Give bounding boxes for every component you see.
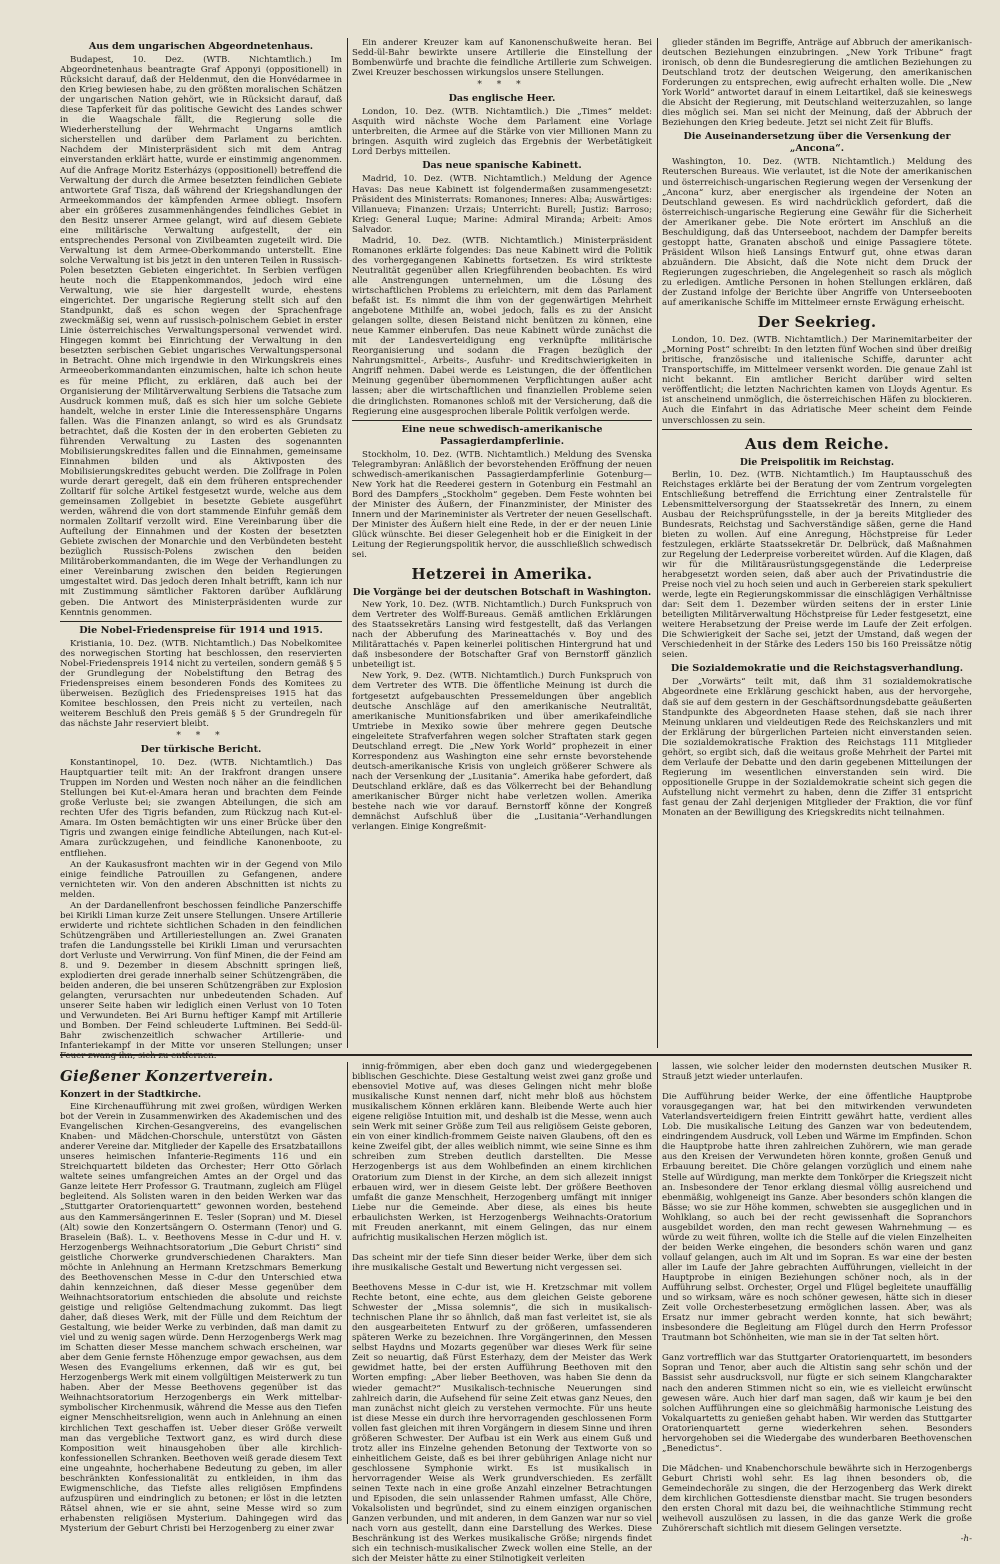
article-social-democracy: Der „Vorwärts“ teilt mit, daß ihm 31 sozialdemokratische Abgeordnete eine Erklärung geschickt haben, aus der hervorgehe, daß sie auf dem gestern in der Geschäftsordnungsdebatte geäußerten Standpunkte des Abgeordneten Haase stehen, daß sie nach ihrer Meinung unklaren und vieldeutigen Rede des Reichskanzlers und mit der Erklärung der bürgerlichen Parteien nicht einverstanden seien. Die sozialdemokratische Fraktion des Reichstags 111 Mitglieder gehört, so ergibt sich, daß die weitaus große Mehrheit der Partei mit dem Verlaufe der Debatte und den darin gegebenen Mitteilungen der Regierung im wesentlichen einverstanden sein wird. Die oppositionelle Gruppe in der Sozialdemokratie scheint sich gegen die Aufstellung nicht vermehrt zu haben, denn die Ziffer 31 entspricht fast genau der Zahl derjenigen Mitglieder der Fraktion, die vor fünf Monaten an der Bewilligung des Kriegskredits nicht teilnahmen. [662, 677, 972, 819]
asterism-divider: * * * [176, 731, 226, 742]
article-washington-1: New York, 10. Dez. (WTB. Nichtamtlich.) Durch Funkspruch von dem Vertreter des Wolff-Bureaus. Gemäß amtlichen Erklärungen des Staatssekretärs Lansing wird festgestellt, daß das Verlangen nach der Abberufung des Marineattachés v. Boy und des Militärattachés v. Papen keinerlei politischen Hintergrund hat und daß insbesondere der Botschafter Graf von Bernstorff gänzlich unbeteiligt ist. [352, 600, 652, 671]
author-signature: -h- [960, 1534, 972, 1545]
article-spanish-cabinet-2: Madrid, 10. Dez. (WTB. Nichtamtlich.) Ministerpräsident Romanones erklärte folgendes: Das neue Kabinett wird die Politik des vorhergegangenen Kabinetts fortsetzen. Es wird strikteste Neutralität gegenüber allen Kriegführenden beobachten. Es wird alle Anstrengungen unternehmen, um die Lösung des wirtschaftlichen Problems zu erleichtern, mit dem das Parlament befaßt ist. Es nimmt die ihm von der gegenwärtigen Mehrheit angebotene Mithilfe an, wobei jedoch, falls es zu der Ansicht gelangen sollte, diesen Beistand nicht benützen zu können, eine neue Kammer einberufen. Das neue Kabinett würde zunächst die mit der Landesverteidigung eng verknüpfte militärische Reorganisierung und sodann die Fragen bezüglich der Nahrungsmittel-, Arbeits-, Ausfuhr- und Kreditschwierigkeiten in Angriff nehmen. Dabei werde es Leistungen, die der öffentlichen Meinung gegenüber übernommenen Verpflichtungen außer acht lassen; aber die wirtschaftlichen und finanziellen Probleme seien die dringlichsten. Romanones schloß mit der Versicherung, daß die Regierung eine ausgesprochen liberale Politik verfolgen werde. [352, 235, 652, 417]
asterism-divider: * * * [477, 80, 527, 91]
article-ancona: Washington, 10. Dez. (WTB. Nichtamtlich.) Meldung des Reuterschen Bureaus. Wie verlautet, ist die Note der amerikanischen und österreichisch-ungarischen Regierung wegen der Versenkung der „Ancona“ kurz, aber energischer als irgendeine der Noten an Deutschland gewesen. Es wird nachdrücklich gefordert, daß die österreichisch-ungarische Regierung eine Gewähr für die Sicherheit der Amerikaner gebe. Die Note erörtert im Anschluß an die Beschuldigung, daß das Unterseeboot, nachdem der Dampfer bereits gestoppt hatte, Granaten abschoß und einige Passagiere tötete. Präsident Wilson hieß Lansings Entwurf gut, ohne etwas daran abzuändern. Die Absicht, daß die Note nicht dem Druck der Regierungen zugeschrieben, die Angelegenheit so rasch als möglich zu erledigen. Amtliche Personen in hohen Stellungen erklären, daß der Zustand infolge der Berichte über Angriffe von Unterseebooten auf amerikanische Schiffe im Mittelmeer ernste Erwägung erheischt. [662, 157, 972, 309]
column-3 [662, 38, 972, 1048]
headline-concert-society: Gießener Konzertverein. [60, 1067, 274, 1085]
headline-ancona: Die Auseinandersetzung über die Versenkung der „Ancona“. [683, 131, 951, 155]
column-2 [352, 38, 652, 1048]
headline-naval-war: Der Seekrieg. [757, 313, 877, 332]
article-hungarian-parliament: Budapest, 10. Dez. (WTB. Nichtamtlich.) Im Abgeordnetenhaus beantragte Graf Apponyi (oppositionell) in Rücksicht darauf, daß der Heldenmut, den die Honvédarmee in den Krieg bewiesen habe, zu den größten moralischen Schätzen der ungarischen Nation gehört, wie in Rücksicht darauf, daß diese Tapferkeit für das politische Gewicht des Landes schwer in die Waagschale fällt, die Regierung solle die Wiederherstellung der Wehrmacht Ungarns amtlich sicherstellen und darüber dem Parlament zu berichten. Nachdem der Ministerpräsident sich mit dem Antrag einverstanden erklärt hatte, wurde er einstimmig angenommen. Auf die Anfrage Moritz Esterházys (oppositionell) betreffend die Verwaltung der durch die Armee besetzten feindlichen Gebiete antwortete Graf Tisza, daß während der Kriegshandlungen der Armeekommandos der kämpfenden Armee obliegt. Insofern aber ein größeres zusammenhängendes feindliches Gebiet in den Besitz unserer Armee gelangt, wird auf diesem Gebiete eine militärische Verwaltung aufgestellt, der ein entsprechendes Personal von Zivilbeamten zugeteilt wird. Die Verwaltung ist dem Armee-Oberkommando unterstellt. Eine solche Verwaltung ist bis jetzt in den unteren Teilen in Russisch-Polen besetzten Gebieten eingerichtet. In Serbien verfügen heute noch die Etappenkommandos, jedoch wird eine Verwaltung, wie sie hier dargestellt wurde, ehestens eingerichtet. Der ungarische Regierung stellt sich auf den Standpunkt, daß es schon wegen der Sprachenfrage zweckmäßig sei, wenn auf russisch-polnischem Gebiet in erster Linie österreichisches Verwaltungspersonal verwendet wird. Hingegen kommt bei Einrichtung der Verwaltung in den besetzten serbischen Gebiet ungarisches Verwaltungspersonal in Betracht. Ohne mich irgendwie in den Wirkungskreis eines Armeeoberkommandanten einzumischen, halte ich schon heute es für meine Pflicht, zu erklären, daß auch bei der Organisierung der Militärverwaltung Serbiens die Tatsache zum Ausdruck kommen muß, daß es sich hier um solche Gebiete handelt, welche in erster Linie die Interessensphäre Ungarns fallen. Was die Finanzen anlangt, so wird es als Grundsatz betrachtet, daß die Kosten der in den eroberten Gebieten zu führenden Verwaltung zu Lasten des sogenannten Mobilisierungskredites fallen und die Einnahmen, gemeinsame Einnahmen bilden und als Aktivposten des Mobilisierungskredites gebucht werden. Die Zollfrage in Polen wurde derart geregelt, daß ein dem früheren entsprechender Zolltarif für solche Artikel festgesetzt wurde, welche aus dem gemeinsamen Zollgebiet in besetzte Gebiete ausgeführt werden, während die von dort stammende Einfuhr gemäß dem normalen Zolltarif verzollt wird. Eine Vereinbarung über die Aufteilung der Einnahmen und der Kosten der besetzten Gebiete zwischen der Monarchie und den Verbündeten besteht bezüglich Russisch-Polens zwischen den beiden Militäroberkommandanten, die im Wege der Verhandlungen zu einer Vereinbarung zwischen den beiden Regierungen umgestaltet wird. Das jedoch deren Inhalt betrifft, kann ich nur mit Zustimmung sämtlicher Faktoren darüber Aufklärung geben. Die Antwort des Ministerpräsidenten wurde zur Kenntnis genommen. [60, 55, 342, 618]
review-part-1: Eine Kirchenaufführung mit zwei großen, würdigen Werken bot der Verein in Zusammenwirken des Akademischen und des Evangelischen Kirchen-Gesangvereins, des evangelischen Knaben- und Mädchen-Chorschule, unterstützt von Gästen anderer Vereine dar. Mitglieder der Kapelle des Ersatzbataillons unseres heimischen Infanterie-Regiments 116 und ein Streichquartett bildeten das Orchester; Herr Otto Görlach waltete seines umfangreichen Amtes an der Orgel und das Ganze leitete Herr Professor G. Trautmann, zugleich am Flügel begleitend. Als Solisten waren in den beiden Werken war das „Stuttgarter Oratorienquartett“ gewonnen worden, bestehend aus den Kammersängerinnen E. Tesler (Sopran) und M. Diesel (Alt) sowie den Konzertsängern O. Ostermann (Tenor) und G. Braselein (Baß). L. v. Beethovens Messe in C-dur und H. v. Herzogenbergs Weihnachtsoratorium „Die Geburt Christi“ sind geistliche Chorwerke grundverschiedenen Charakters. Man möchte in Anlehnung an Hermann Kretzschmars Bemerkung des Beethovenschen Messe in C-dur den Unterschied etwa dahin kennzeichnen, daß dieser Messe gegenüber dem Weihnachtsoratorium entschieden die absolute und reichste geistige und religiöse Geltendmachung zukommt. Das liegt daher, daß dieses Werk, mit der Fülle und dem Reichtum der Gestaltung, wie beider Werke zu verbinden, daß man damit zu viel und zu wenig sagen würde. Denn Herzogenbergs Werk mag im Schatten dieser Messe manchem schwach erscheinen, war aber dem Genie fernste Höhenzuge empor gewachsen, aus dem Wesen des Evangeliums erkennen, daß wir es gut, bei Herzogenbergs Werk mit einem vollgültigen Meisterwerk zu tun haben. Aber der Messe Beethovens gegenüber ist das Weihnachtsoratorium Herzogenbergs ein Werk mittelbar-symbolischer Kirchenmusik, während die Messe aus den Tiefen eigner Menschheitsreligion, wenn auch in Anlehnung an einen kirchlichen Text geschaffen ist. Ueber dieser Größe verweilt man das vergebliche Textwort ganz, es wird durch diese Komposition weit hinausgehoben über alle kirchlich-konfessionellen Schranken. Beethoven weiß gerade diesem Text eine ungeahnte, hocherhabene Bedeutung zu geben, im aller beschränkten Konfessionalität zu entkleiden, in ihm das Ewigmenschliche, das Tiefste alles religiösen Empfindens aufzuspüren und eindringlich zu betonen; er löst in die letzten Rätsel ahnen, wie er sie ahnt, seine Messe wird so zum erhabensten religiösen Mysterium. Dahingegen wird das Mysterium der Geburt Christi bei Herzogenberg zu einer zwar [60, 1102, 342, 1534]
column-1 [60, 38, 342, 1062]
article-spanish-cabinet: Madrid, 10. Dez. (WTB. Nichtamtlich.) Meldung der Agence Havas: Das neue Kabinett ist folgendermaßen zusammengesetzt: Präsident des Ministerrats: Romanones; Inneres: Alba; Auswärtiges: Villanueva; Finanzen: Urzais; Unterricht: Burell; Justiz: Barroso; Krieg: General Luque; Marine: Admiral Miranda; Arbeit: Amos Salvador. [352, 174, 652, 235]
article-english-army: London, 10. Dez. (WTB. Nichtamtlich.) Die „Times“ meldet: Asquith wird nächste Woche dem Parlament eine Vorlage unterbreiten, die Armee auf die Stärke von vier Millionen Mann zu bringen. Asquith wird zugleich das Ergebnis der Werbetätigkeit Lord Derbys mitteilen. [352, 107, 652, 158]
headline-reich: Aus dem Reiche. [744, 434, 890, 453]
column-rule [347, 1062, 348, 1524]
subheadline-price-policy: Die Preispolitik im Reichstag. [739, 456, 895, 468]
article-caucasus-front: An der Kaukasusfront machten wir in der Gegend von Milo einige feindliche Patrouillen zu Gefangenen, andere vernichteten wir. Von den anderen Abschnitten ist nichts zu melden. [60, 859, 342, 900]
article-price-policy: Berlin, 10. Dez. (WTB. Nichtamtlich.) Im Hauptausschuß des Reichstages erklärte bei der Beratung der vom Zentrum vorgelegten Entschließung betreffend die Errichtung einer Zentralstelle für Lebensmittelversorgung der Staatssekretär des Innern, zu einem Ausbau der Reichsprüfungsstelle, in der ja bereits Mitglieder des Bundesrats, Reichstag und Sachverständige säßen, gerne die Hand bieten zu wollen. Auf eine Anregung, Höchstpreise für Leder festzulegen, erklärte Staatssekretär Dr. Delbrück, daß Maßnahmen zur Regelung der Lederpreise vorbereitet würden. Auf die Klagen, daß wir für die Militärausrüstungsgegenstände die Lederpreise herabgesetzt worden seien, daß aber auch der Privatindustrie die Preise noch viel zu hoch seien und auch in Gerbereien stark spekuliert werde, legte ein Regierungskommissar die einschlägigen Verhältnisse dar: Seit dem 1. Dezember würden seitens der in erster Linie beteiligten Militärverwaltung Höchstpreise für Leder festgesetzt, eine weitere Herabsetzung der Preise werde im Laufe der Zeit erfolgen. Die Schwierigkeit der Sache sei, jetzt der Umstand, daß wegen der Verschiedenheit in der Stärke des Leders 150 bis 160 Preissätze nötig seien. [662, 469, 972, 661]
headline-turkish-report: Der türkische Bericht. [140, 744, 262, 756]
subheadline-washington: Die Vorgänge bei der deutschen Botschaft in Washington. [352, 587, 652, 599]
review-part-3: lassen, wie solcher leider den modernsten deutschen Musiker R. Strauß jetzt wieder unterlaufen. Die Aufführung beider Werke, der eine öffentliche Hauptprobe vorausgegangen war, hat bei den mitwirkenden verwundeten Vaterlandsverteidigern freien Eintritt gewährt hatte, verdient alles Lob. Die musikalische Leitung des Ganzen war von bedeutendem, eindringendem Ausdruck, voll Leben und Wärme im Empfinden. Schon die Hauptprobe hatte ihren zahlreichen Zuhörern, wie man gerade aus den Kreisen der Verwundeten hören konnte, großen Genuß und Erbauung bereitet. Die Chöre gelangen vorzüglich und einem nahe Stelle auf Würdigung, man merkte dem Tonkörper die Kriegszeit nicht an. Insbesondere der Tenor erklang diesmal völlig ausreichend und ebenmäßig, wohlgeneigt ins Ganze. Aber besonders schön klangen die Bässe; wo sie zur Höhe kommen, schwebten sie ausgeglichen und in Wohlklang, so auch bei der recht gewissenhaft die Sopranchors ausgebildet worden, den man recht gewesen Wahrnehmung — es würde zu weit führen, wollte ich die Stelle auf die vielen Einzelheiten der beiden Werke eingehen, die besonders schön waren und ganz vollauf gelangen, auch im Alt und im Sopran. Es war eine der besten aller im Laufe der Jahre gebrachten Aufführungen, vielleicht in der Hauptprobe in einigen Beziehungen schöner noch, als in der Aufführung selbst. Orchester, Orgel und Flügel begleitete unauffällig und so wirksam, wäre es noch schöner gewesen, hätte sich in dieser Zeit volle Orchesterbesetzung ermöglichen lassen. Aber, was als Ersatz nur immer gebracht werden konnte, hat sich bewährt; insbesondere die Begleitung am Flügel durch den Herrn Professor Trautmann bot Schönheiten, wie man sie in der Tat selten hört. Ganz vortrefflich war das Stuttgarter Oratorienquartett, im besonders Sopran und Tenor, aber auch die Altistin sang sehr schön und der Bassist sehr ausdrucksvoll, nur fügte er sich seinem Klangcharakter nach den anderen Stimmen nicht so ein, wie es vielleicht erwünscht gewesen wäre. Auch hier darf man sagen, daß wir kaum je bei den solchen Aufführungen eine so gleichmäßig harmonische Leistung des Vokalquartetts zu genießen gehabt haben. Wir werden das Stuttgarter Oratorienquartett gerne wiederkehren sehen. Besonders hervorgehoben sei die Wiedergabe des wunderbaren Beethovenschen „Benedictus“. Die Mädchen- und Knabenchorschule bewährte sich in Herzogenbergs Geburt Christi wohl sehr. Es lag ihnen besonders ob, die Gemeindechoräle zu singen, die der Herzogenberg das Werk direkt dem kirchlichen Gottesdienste dienstbar macht. Sie trugen besonders den ersten Choral mit dazu bei, die weihnachtliche Stimmung recht weihevoll auszulösen zu lassen, in die das ganze Werk die große Zuhörerschaft sichtlich mit diesem Gelingen versetzte. [662, 1062, 972, 1535]
article-turkish-report: Konstantinopel, 10. Dez. (WTB. Nichtamtlich.) Das Hauptquartier teilt mit: An der Irakfront drangen unsere Truppen im Norden und Westen noch näher an die feindlichen Stellungen bei Kut-el-Amara heran und brachten dem Feinde große Verluste bei; sie zwangen Abteilungen, die sich am rechten Ufer des Tigris befanden, zum Rückzug nach Kut-el-Amara. Im Osten bemächtigten wir uns einer Brücke über den Tigris und zwangen einige feindliche Abteilungen, nach Kut-el-Amara zurückzugehen, und feindliche Kanonenboote, zu entfliehen. [60, 758, 342, 859]
article-continuation: Ein anderer Kreuzer kam auf Kanonenschußweite heran. Bei Sedd-ül-Bahr bewirkte unsere Artillerie die Einstellung der Bombenwürfe und brachte die feindliche Artillerie zum Schweigen. Zwei Kreuzer beschossen wirkungslos unsere Stellungen. [352, 38, 652, 79]
column-rule [347, 38, 348, 1048]
article-swedish-line: Stockholm, 10. Dez. (WTB. Nichtamtlich.) Meldung des Svenska Telegrambyran: Anläßlich der bevorstehenden Eröffnung der neuen schwedisch-amerikanischen Passagierdampferlinie Gotenburg—New York hat die Reederei gestern in Gotenburg ein Festmahl an Bord des Dampfers „Stockholm“ gegeben. Dem Feste wohnten bei der Minister des Äußern, der Finanzminister, der Minister des Innern und der Marineminister als Vertreter der neuen Gesellschaft. Der Minister des Äußern hielt eine Rede, in der er der neuen Linie Glück wünschte. Bei dieser Gelegenheit hob er die Einigkeit in der Leitung der Regierungspolitik hervor, die ausschließlich schwedisch sei. [352, 449, 652, 561]
headline-nobel-prizes: Die Nobel-Friedenspreise für 1914 und 1915. [79, 624, 323, 636]
article-nobel-prizes: Kristiania, 10. Dez. (WTB. Nichtamtlich.) Das Nobelkomitee des norwegischen Storting hat beschlossen, den reservierten Nobel-Friedenspreis 1914 nicht zu verteilen, sondern gemäß § 5 der Grundlegung der Nobelstiftung den Betrag des Friedenspreises einem besonderen Fonds des Komitees zu überweisen. Bezüglich des Friedenspreises 1915 hat das Komitee beschlossen, den Preis nicht zu verteilen, nach weiterem Beschluß den Preis gemäß § 5 der Grundregeln für das nächste Jahr reserviert bleibt. [60, 638, 342, 729]
review-part-2: innig-frömmigen, aber eben doch ganz und wiedergegebenen biblischen Geschichte. Diese Gestaltung weist zwei ganz große und ebensoviel Motive auf, was dieses Gelingen nicht mehr bloße musikalische Kunst nennen darf, nicht mehr bloß aus höchstem musikalischem Können erklären kann. Bleibende Werte auch hier eigene religiöse Intuition mit, und deshalb ist die Messe, wenn auch sein Werk mit seiner Größe zum Teil aus religiösem Geiste geboren, ein von einer kindlich-frommem Geiste naiven Glaubens, oft den es keine Zweifel gibt, der alles weiblich nimmt, wie seine Sinne es ihm schreiben zum Streben deutlich darstellten. Die Messe Herzogenbergs ist aus dem Wohlbefinden an einem kirchlichen Oratorium zum Dienst in der Kirche, an dem sich allezeit innigst erbauen wird, wer in diesem Geiste lebt. Der größere Beethoven umfaßt die ganze Menschheit, Herzogenberg umfängt mit inniger Liebe nur die Gemeinde. Aber diese, als eines bis heute erbaulichsten Werken, ist Herzogenbergs Weihnachts-Oratorium mit Freuden anerkannt, mit einem Gelingen, das nur einem aufrichtig musikalischen Herzen möglich ist. Das scheint mir der tiefe Sinn dieser beider Werke, über dem sich ihre musikalische Gestalt und Bewertung nicht vergessen sei. Beethovens Messe in C-dur ist, wie H. Kretzschmar mit vollem Rechte betont, eine echte, aus dem gleichen Geiste geborene Schwester der „Missa solemnis“, die sich in musikalisch-technischen Plane ihr so ähnlich, daß man fast verleitet ist, sie als den ausgearbeiteten Entwurf zu der größeren, umfassenderen späteren Werke zu bezeichnen. Ihre Vorgängerinnen, den Messen selbst Haydns und Mozarts gegenüber war dieses Werk für seine Zeit so neuartig, daß Fürst Esterhazy, dem der Meister das Werk gewidmet hatte, bei der ersten Aufführung Beethoven mit den Worten empfing: „Aber lieber Beethoven, was haben Sie denn da wieder gemacht?“ Musikalisch-technische Neuerungen sind zahlreich darin, die Aufsehend für seine Zeit etwas ganz Neues, den man zunächst nicht gleich zu verstehen vermochte. Für uns heute ist diese Messe ein durch ihre hervorragenden geschlossenen Form vollen fast gleichen mit ihren Vorgängern in diesem Sinne und ihren größeren Schwester. Der Aufbau ist ein Werk aus einem Guß und trotz aller ins Einzelne gehenden Betonung der Textworte von so einheitlichem Geiste, daß es bei ihrer gebührigen Anlage nicht nur geschlossene Symphonie wirkt. Es ist musikalisch in hervorragender Weise als Werk grundverschieden. Es zerfällt seinen Texte nach in eine große Anzahl einzelner Betrachtungen und Episoden, die sein unlassender Rahmen umfasst, Alle Chöre, Vokalsolisten und begründet, sind zu einem einzigen organischen Ganzen verbunden, und mit anderen, in dem Ganzen war nur so viel nach vorn aus gestellt, dann eine Darstellung des Werkes. Diese Beschränkung ist des Werkes musikalische Größe; nirgends findet sich ein technisch-musikalischer Zweck wollen eine Stelle, an der sich der Meister hätte zu einer Stilnotigkeit verleiten [352, 1062, 652, 1564]
article-dardanelles-front: An der Dardanellenfront beschossen feindliche Panzerschiffe bei Kirikli Liman kurze Zeit unsere Stellungen. Unsere Artillerie erwiderte und richtete sichtlichen Schaden in den feindlichen Schützengräben und Artilleriestellungen an. Zwei Granaten trafen die Landungsstelle bei Kirikli Liman und verursachten dort Verluste und Verwirrung. Von fünf Minen, die der Feind am 8. und 9. Dezember in diesem Abschnitt springen ließ, explodierten drei gerade innerhalb seiner Schützengräben, die beiden anderen, die bei unseren Schützengräben zur Explosion gelangten, verursachten nur unbedeutenden Schaden. Auf unserer Seite haben wir lediglich einen Verlust von 10 Toten und Verwundeten. Bei Ari Burnu heftiger Kampf mit Artillerie und Bomben. Der Feind schleuderte Luftminen. Bei Sedd-ül-Bahr zwischenzeitlich schwacher Artillerie- und Infanteriekampf in der Mitte vor unseren Stellungen; unser Feuer zwang ihn, sich zu entfernen. [60, 900, 342, 1062]
feuilleton-column-2 [352, 1062, 652, 1564]
headline-spanish-cabinet: Das neue spanische Kabinett. [422, 160, 582, 172]
column-rule [657, 38, 658, 1048]
divider [60, 621, 342, 622]
article-continuation: glieder ständen im Begriffe, Anträge auf Abbruch der amerikanisch-deutschen Beziehungen einzubringen. „New York Tribune“ fragt ironisch, ob denn die Bundesregierung die amtlichen Beziehungen zu Deutschland trotz der deutschen Weigerung, den amerikanischen Forderungen zu entsprechen, ewig aufrecht erhalten wolle. Die „New York World“ antwortet darauf in einem Leitartikel, daß sie keineswegs die Absicht der Regierung, mit Deutschland weiterzuzahlen, so lange dies möglich sei. Man sei nicht der Meinung, daß der Abbruch der Beziehungen den Krieg bedeute. Jetzt sei nicht Zeit für Bluffs. [662, 38, 972, 129]
column-rule [657, 1062, 658, 1524]
article-washington-2: New York, 9. Dez. (WTB. Nichtamtlich.) Durch Funkspruch von dem Vertreter des WTB. Die öffentliche Meinung ist durch die fortgesetzt aufgebauschten Pressemeldungen über angeblich deutsche Anschläge auf den amerikanische Neutralität, amerikanische Munitionsfabriken und über amerikafeindliche Umtriebe in Mexiko sowie über mehrere gegen Deutsche eingeleitete Strafverfahren wegen solcher Straftaten stark gegen Deutschland erregt. Die „New York World“ prophezeit in einer Korrespondenz aus Washington eine sehr ernste bevorstehende deutsch-amerikanische Krisis von ungleich größerer Schwere als nach der Versenkung der „Lusitania“. Amerika habe gefordert, daß Deutschland erkläre, daß es das Völkerrecht bei der Behandlung amerikanischer Bürger nicht habe verletzen wollen. Amerika bestehe nach wie vor darauf. Bernstorff könne der Kongreß demnächst Aufschluß über die „Lusitania“-Verhandlungen verlangen. Einige Kongreßmit- [352, 671, 652, 833]
feuilleton-column-3 [662, 1062, 972, 1545]
divider [352, 420, 652, 421]
headline-social-democracy: Die Sozialdemokratie und die Reichstagsverhandlung. [670, 663, 964, 675]
headline-hungarian-parliament: Aus dem ungarischen Abgeordnetenhaus. [88, 41, 314, 52]
feuilleton-column-1 [60, 1062, 342, 1534]
headline-america: Hetzerei in Amerika. [411, 565, 593, 584]
section-divider [60, 1054, 972, 1056]
headline-english-army: Das englische Heer. [448, 93, 556, 105]
subheadline-concert: Konzert in der Stadtkirche. [60, 1089, 202, 1100]
divider [662, 429, 972, 430]
article-naval-war: London, 10. Dez. (WTB. Nichtamtlich.) Der Marinemitarbeiter der „Morning Post“ schreibt: In den letzten fünf Wochen sind über dreißig britische, französische und italienische Schiffe, darunter acht Transportschiffe, im Mittelmeer versenkt worden. Die genaue Zahl ist nicht bekannt. Ein amtlicher Bericht darüber wird selten veröffentlicht; die letzten Nachrichten kamen von Lloyds Agentur. Es ist anscheinend unmöglich, die österreichischen Häfen zu blockieren. Auch die Einfahrt in das Adriatische Meer scheint dem Feinde unverschlossen zu sein. [662, 335, 972, 426]
headline-swedish-line: Eine neue schwedisch-amerikanische Passagierdampferlinie. [401, 423, 603, 447]
